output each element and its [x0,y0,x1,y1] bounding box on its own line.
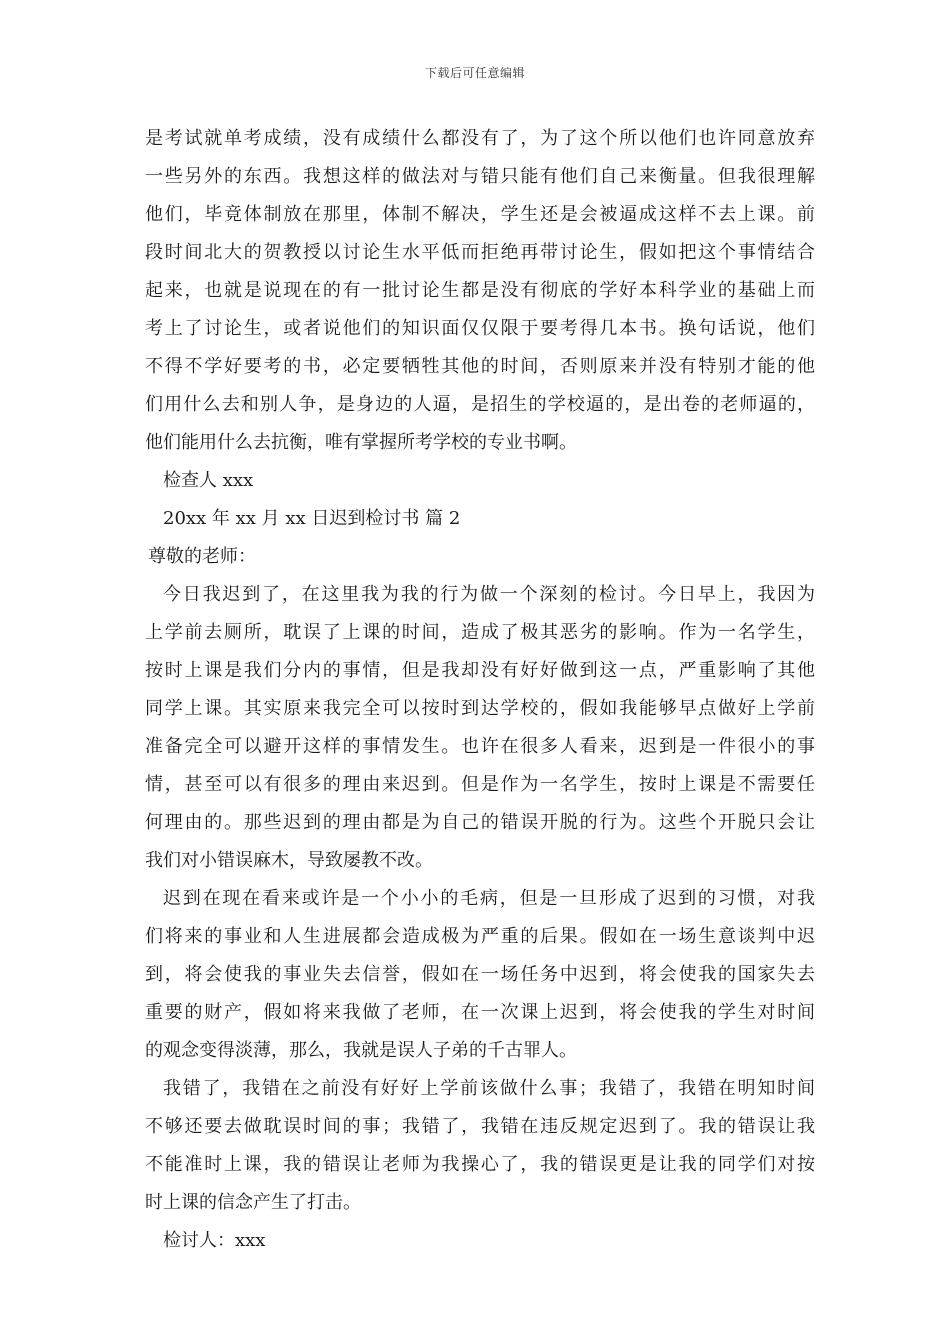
text-line: 他们，毕竟体制放在那里，体制不解决，学生还是会被逼成这样不去上课。前 [145,204,815,225]
text-line: 同学上课。其实原来我完全可以按时到达学校的，假如我能够早点做好上学前 [145,698,815,719]
text-line: 不能准时上课，我的错误让老师为我操心了，我的错误更是让我的同学们对按 [145,1154,815,1175]
text-line: 今日我迟到了，在这里我为我的行为做一个深刻的检讨。今日早上，我因为 [163,584,815,605]
text-line: 的观念变得淡薄，那么，我就是误人子弟的千古罪人。 [145,1040,577,1061]
text-line: 他们能用什么去抗衡，唯有掌握所考学校的专业书啊。 [145,432,577,453]
text-line: 我们对小错误麻木，导致屡教不改。 [145,850,433,871]
text-line: 时上课的信念产生了打击。 [145,1192,361,1213]
text-line: 们将来的事业和人生进展都会造成极为严重的后果。假如在一场生意谈判中迟 [145,926,815,947]
page-header: 下载后可任意编辑 [424,66,525,80]
inspector-signature: 检查人 xxx [163,470,254,491]
text-line: 情，甚至可以有很多的理由来迟到。但是作为一名学生，按时上课是不需要任 [145,774,815,795]
text-line: 不够还要去做耽误时间的事；我错了，我错在违反规定迟到了。我的错误让我 [145,1116,815,1137]
text-line: 按时上课是我们分内的事情，但是我却没有好好做到这一点，严重影响了其他 [145,660,815,681]
document-body [145,120,815,1260]
reviewer-signature: 检讨人：xxx [163,1230,266,1251]
text-line: 考上了讨论生，或者说他们的知识面仅仅限于要考得几本书。换句话说，他们 [145,318,815,339]
text-line: 我错了，我错在之前没有好好上学前该做什么事；我错了，我错在明知时间 [163,1078,815,1099]
section-title: 20xx 年 xx 月 xx 日迟到检讨书 篇 2 [163,508,461,529]
text-line: 是考试就单考成绩，没有成绩什么都没有了，为了这个所以他们也许同意放弃 [145,128,815,149]
text-line: 迟到在现在看来或许是一个小小的毛病，但是一旦形成了迟到的习惯，对我 [163,888,815,909]
text-line: 们用什么去和别人争，是身边的人逼，是招生的学校逼的，是出卷的老师逼的， [145,394,815,415]
text-line: 不得不学好要考的书，必定要牺牲其他的时间，否则原来并没有特别才能的他 [145,356,815,377]
text-line: 准备完全可以避开这样的事情发生。也许在很多人看来，迟到是一件很小的事 [145,736,815,757]
salutation: 尊敬的老师： [148,546,256,567]
text-line: 起来，也就是说现在的有一批讨论生都是没有彻底的学好本科学业的基础上而 [145,280,815,301]
text-line: 何理由的。那些迟到的理由都是为自己的错误开脱的行为。这些个开脱只会让 [145,812,815,833]
text-line: 重要的财产，假如将来我做了老师，在一次课上迟到，将会使我的学生对时间 [145,1002,815,1023]
text-line: 上学前去厕所，耽误了上课的时间，造成了极其恶劣的影响。作为一名学生， [145,622,815,643]
text-line: 到，将会使我的事业失去信誉，假如在一场任务中迟到，将会使我的国家失去 [145,964,815,985]
text-line: 一些另外的东西。我想这样的做法对与错只能有他们自己来衡量。但我很理解 [145,166,815,187]
text-line: 段时间北大的贺教授以讨论生水平低而拒绝再带讨论生，假如把这个事情结合 [145,242,815,263]
